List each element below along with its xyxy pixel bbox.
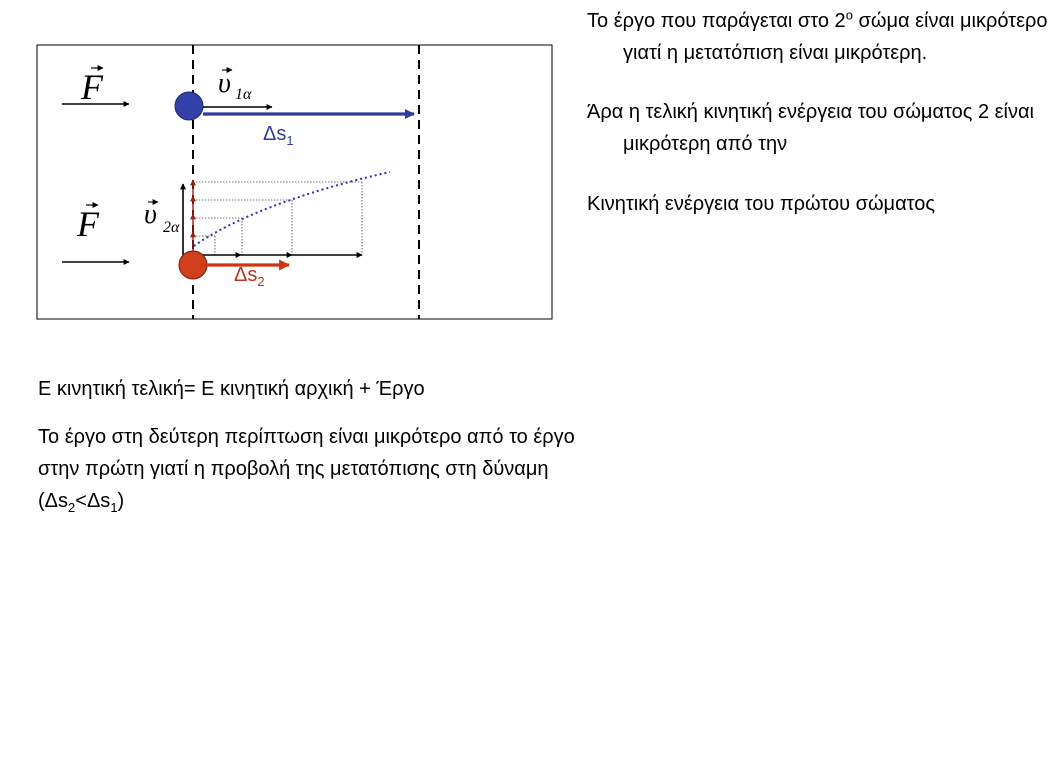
- velocity-subscript-1: 1α: [235, 86, 252, 103]
- explanation-paragraph-2: Άρα η τελική κινητική ενέργεια του σώματος 2 είναι μικρότερη από την: [587, 101, 1035, 155]
- energy-equation: Ε κινητική τελική= Ε κινητική αρχική + Έργο: [38, 378, 425, 400]
- ds1-label: $\Delta s_1$: [263, 123, 294, 148]
- diagram-frame: [37, 45, 552, 319]
- ds2-label: $\Delta s_2$: [234, 264, 265, 289]
- explanation-paragraph-1: Το έργο που παράγεται στο $2^o$ σώμα είναι μικρότερο γιατί η μετατόπιση είναι μικρότερη.: [587, 7, 1048, 64]
- velocity-subscript-2: 2α: [163, 219, 180, 236]
- work-comparison-paragraph: Το έργο στη δεύτερη περίπτωση είναι μικρότερο από το έργο στην πρώτη γιατί η προβολή της μετατόπισης στη δύναμη $(\Delta s_2<\Delta s_1)$: [38, 426, 575, 515]
- velocity-label-2: υ: [144, 199, 157, 230]
- explanation-paragraph-3: Κινητική ενέργεια του πρώτου σώματος: [587, 193, 936, 215]
- velocity-label-1: υ: [218, 68, 231, 99]
- body-1: [175, 92, 203, 120]
- force-label-2: F: [77, 204, 99, 244]
- construction-grid: [193, 182, 362, 255]
- force-label-1: F: [81, 67, 103, 107]
